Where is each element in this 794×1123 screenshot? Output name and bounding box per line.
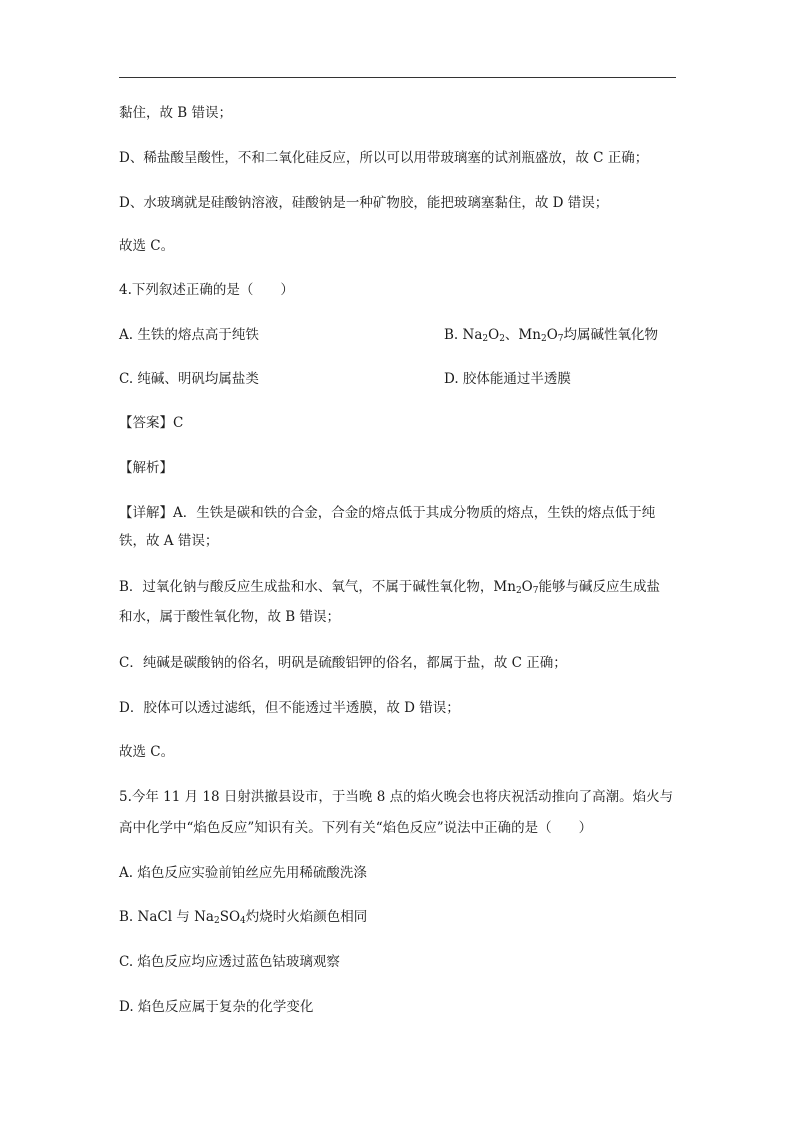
detail-line: D．胶体可以透过滤纸，但不能透过半透膜，故 D 错误； xyxy=(119,700,460,716)
question-5-stem: 高中化学中“焰色反应”知识有关。下列有关“焰色反应”说法中正确的是（ ） xyxy=(119,820,593,836)
q4-option-c: C. 纯碱、明矾均属盐类 xyxy=(119,371,259,387)
answer-label: 【答案】C xyxy=(119,415,184,431)
text-line: 黏住，故 B 错误； xyxy=(119,105,233,121)
detail-line: 【详解】A．生铁是碳和铁的合金，合金的熔点低于其成分物质的熔点，生铁的熔点低于纯 xyxy=(119,505,656,521)
detail-line: C．纯碱是碳酸钠的俗名，明矾是硫酸铝钾的俗名，都属于盐，故 C 正确； xyxy=(119,655,567,671)
detail-line: 铁，故 A 错误； xyxy=(119,533,219,549)
text-line: 故选 C。 xyxy=(119,238,175,254)
q5-option-d: D. 焰色反应属于复杂的化学变化 xyxy=(119,999,314,1015)
question-4-stem: 4.下列叙述正确的是（ ） xyxy=(119,282,294,298)
header-rule xyxy=(119,77,676,78)
q4-option-b: B. $Na_2O_2$、$Mn_2O_7$均属碱性氧化物 xyxy=(444,327,658,344)
analysis-label: 【解析】 xyxy=(119,460,173,476)
text-line: D、稀盐酸呈酸性，不和二氧化硅反应，所以可以用带玻璃塞的试剂瓶盛放，故 C 正确； xyxy=(119,150,649,166)
detail-line: 故选 C。 xyxy=(119,744,175,760)
detail-line: B．过氧化钠与酸反应生成盐和水、氧气，不属于碱性氧化物，$Mn_2O_7$能够与碱反应生成盐 xyxy=(119,579,660,596)
question-5-stem: 5.今年 11 月 18 日射洪撤县设市，于当晚 8 点的焰火晚会也将庆祝活动推向了高潮。焰火与 xyxy=(119,789,674,805)
q5-option-a: A. 焰色反应实验前铂丝应先用稀硫酸洗涤 xyxy=(119,865,367,881)
q5-option-b: B. NaCl 与 $Na_2SO_4$灼烧时火焰颜色相同 xyxy=(119,909,368,926)
q4-option-a: A. 生铁的熔点高于纯铁 xyxy=(119,327,259,343)
q4-option-d: D. 胶体能通过半透膜 xyxy=(444,371,571,387)
q5-option-c: C. 焰色反应均应透过蓝色钴玻璃观察 xyxy=(119,954,340,970)
detail-line: 和水，属于酸性氧化物，故 B 错误； xyxy=(119,609,341,625)
text-line: D、水玻璃就是硅酸钠溶液，硅酸钠是一种矿物胶，能把玻璃塞黏住，故 D 错误； xyxy=(119,195,609,211)
